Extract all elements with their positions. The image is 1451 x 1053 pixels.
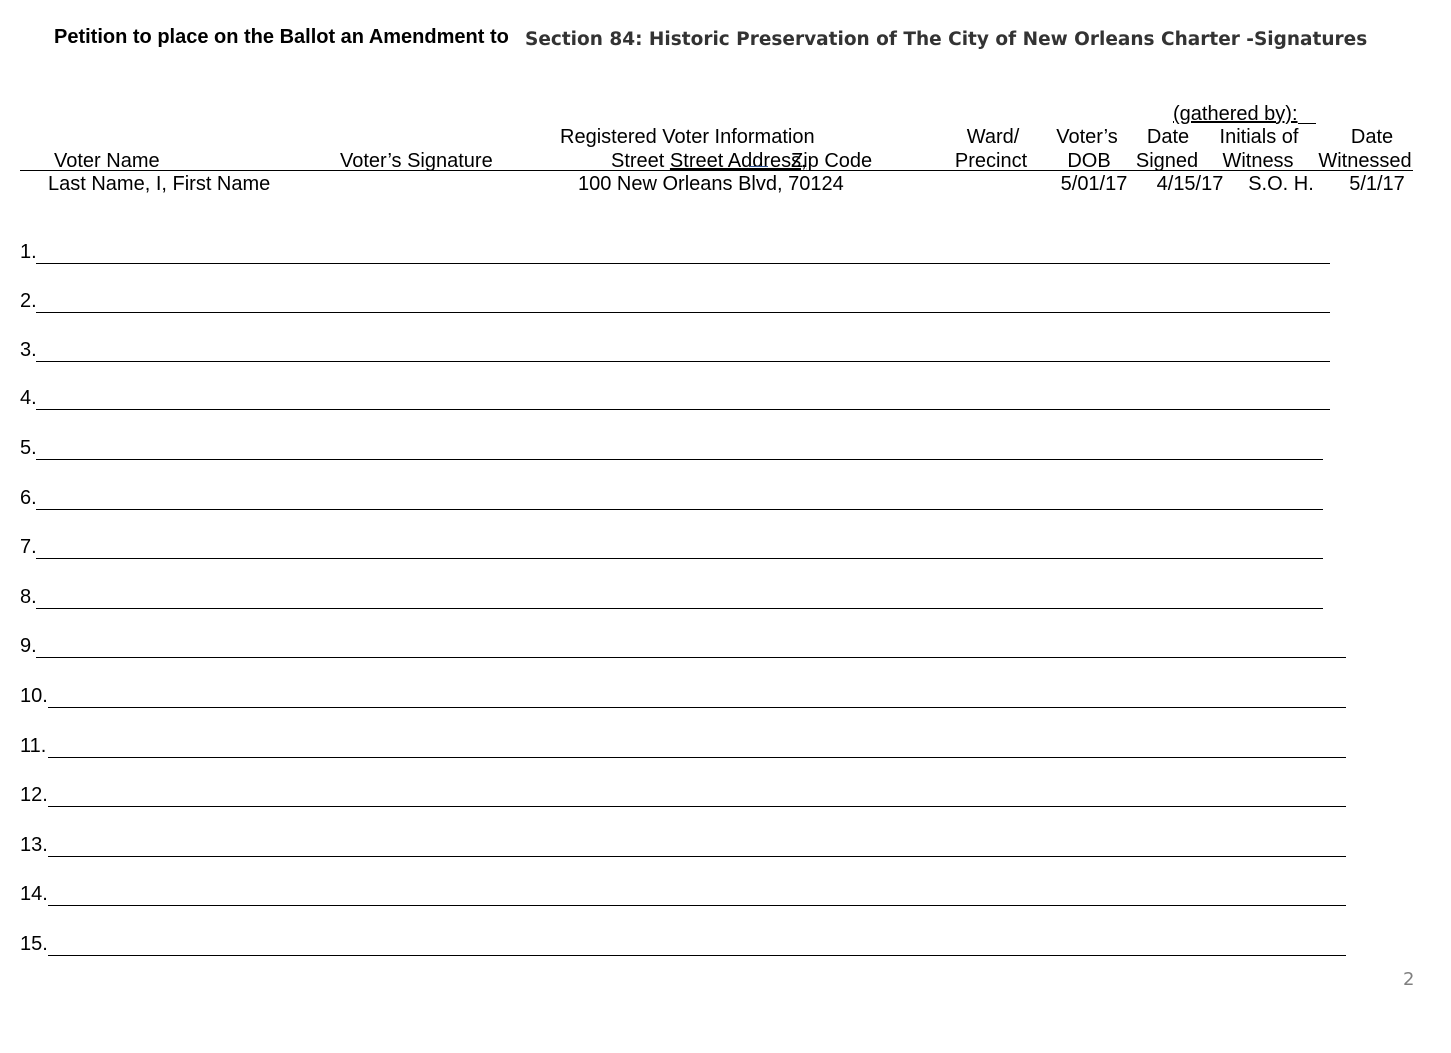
example-name: Last Name, I, First Name [48, 173, 271, 195]
header-witnessed: Witnessed [1318, 150, 1412, 172]
row-number: 13. [20, 834, 48, 856]
signature-row [20, 240, 1330, 264]
signature-row [20, 634, 1346, 658]
signature-line[interactable] [36, 361, 1330, 362]
header-street-label: Street Street Address, [611, 150, 807, 172]
row-number: 6. [20, 487, 37, 509]
header-ward: Ward/ [966, 126, 1020, 148]
signature-row [20, 486, 1323, 510]
signature-line[interactable] [36, 409, 1330, 410]
signature-row [20, 436, 1323, 460]
header-rule [20, 170, 1413, 171]
header-initials-of: Initials of [1219, 126, 1299, 148]
header-voter-name: Voter Name [54, 150, 160, 172]
signature-row [20, 386, 1330, 410]
header-zip-code: Zip Code [791, 150, 873, 172]
header-precinct: Precinct [954, 150, 1028, 172]
signature-line[interactable] [48, 905, 1346, 906]
signature-line[interactable] [48, 707, 1346, 708]
header-date-witnessed-1: Date [1350, 126, 1394, 148]
row-number: 12. [20, 784, 48, 806]
header-gathered-by: (gathered by): [1173, 103, 1298, 125]
header-street-address: Street Address, [669, 150, 807, 172]
header-voter-signature: Voter’s Signature [340, 150, 493, 172]
header-dob: DOB [1067, 150, 1111, 172]
address-rule [750, 166, 768, 167]
signature-row [20, 289, 1330, 313]
signature-line[interactable] [48, 955, 1346, 956]
petition-section-title: Section 84: Historic Preservation of The City of New Orleans Charter -Signatures [525, 29, 1368, 50]
header-voters: Voter’s [1056, 126, 1118, 148]
example-witness-initials: S.O. H. [1248, 173, 1314, 195]
row-number: 10. [20, 685, 48, 707]
example-date-witnessed: 5/1/17 [1349, 173, 1405, 195]
example-address: 100 New Orleans Blvd, 70124 [578, 173, 844, 195]
signature-line[interactable] [36, 312, 1330, 313]
example-date-signed: 4/15/17 [1156, 173, 1224, 195]
signature-line[interactable] [36, 657, 1346, 658]
signature-line[interactable] [36, 263, 1330, 264]
row-number: 5. [20, 437, 37, 459]
row-number: 9. [20, 635, 37, 657]
signature-line[interactable] [48, 856, 1346, 857]
header-witness: Witness [1222, 150, 1294, 172]
example-dob: 5/01/17 [1060, 173, 1128, 195]
header-date-signed-1: Date [1146, 126, 1190, 148]
row-number: 15. [20, 933, 48, 955]
petition-title: Petition to place on the Ballot an Amendment to [54, 26, 509, 48]
signature-row [20, 882, 1346, 906]
signature-line[interactable] [36, 608, 1323, 609]
row-number: 7. [20, 536, 37, 558]
row-number: 4. [20, 387, 37, 409]
row-number: 11. [20, 735, 47, 757]
header-registered-voter-info: Registered Voter Information [560, 126, 815, 148]
signature-line[interactable] [36, 558, 1323, 559]
signature-row [20, 535, 1323, 559]
signature-row [20, 684, 1346, 708]
row-number: 3. [20, 339, 37, 361]
signature-line[interactable] [36, 509, 1323, 510]
row-number: 2. [20, 290, 37, 312]
signature-line[interactable] [36, 459, 1323, 460]
signature-row [20, 338, 1330, 362]
signature-row [20, 585, 1323, 609]
signature-row [20, 932, 1346, 956]
page-number: 2 [1403, 969, 1415, 990]
row-number: 8. [20, 586, 37, 608]
signature-row [20, 833, 1346, 857]
header-signed: Signed [1135, 150, 1199, 172]
signature-row [20, 734, 1346, 758]
row-number: 14. [20, 883, 48, 905]
signature-line[interactable] [48, 757, 1346, 758]
gathered-by-rule [1298, 123, 1316, 124]
signature-line[interactable] [48, 806, 1346, 807]
signature-row [20, 783, 1346, 807]
row-number: 1. [20, 241, 37, 263]
